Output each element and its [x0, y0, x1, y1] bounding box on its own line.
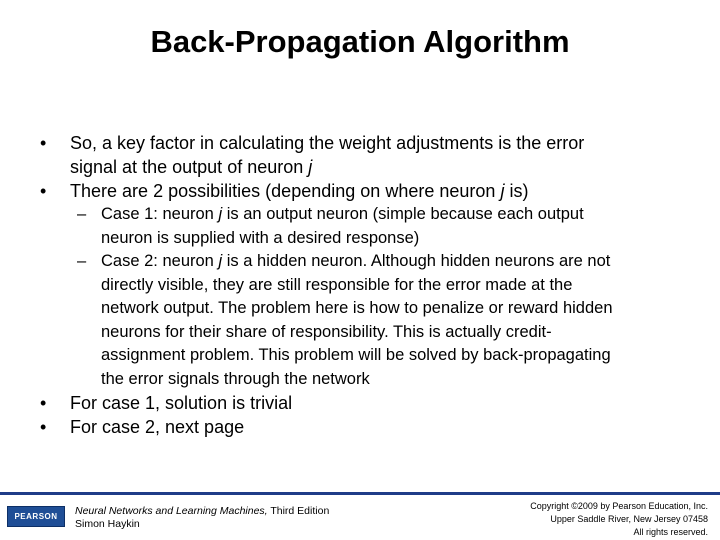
math-variable: j [308, 157, 313, 177]
slide-title: Back-Propagation Algorithm [150, 24, 570, 59]
copyright-line: Copyright ©2009 by Pearson Education, Inc. [530, 501, 708, 511]
bullet-marker: • [40, 133, 47, 153]
sub-bullet-line: neuron is supplied with a desired response) [101, 228, 420, 247]
sub-bullet-line: Case 2: neuron j is a hidden neuron. Although hidden neurons are not [101, 252, 611, 270]
math-variable: j [500, 181, 505, 201]
bullet-line: signal at the output of neuron j [70, 157, 313, 177]
sub-bullet-line: neurons for their share of responsibility. This is actually credit- [101, 322, 552, 341]
sub-bullet-marker: – [77, 205, 87, 223]
bullet-line: There are 2 possibilities (depending on where neuron j is) [70, 181, 529, 201]
bullet-marker: • [40, 393, 47, 413]
copyright-line: Upper Saddle River, New Jersey 07458 [550, 514, 708, 524]
sub-bullet-line: directly visible, they are still responsible for the error made at the [101, 275, 573, 294]
sub-bullet-marker: – [77, 252, 87, 270]
book-author: Simon Haykin [75, 518, 140, 530]
sub-bullet-line: network output. The problem here is how to penalize or reward hidden [101, 299, 613, 317]
pearson-logo: PEARSON [7, 506, 65, 527]
bullet-line: So, a key factor in calculating the weight adjustments is the error [70, 133, 585, 153]
bullet-marker: • [40, 181, 47, 201]
bullet-item [40, 131, 670, 179]
bullet-item [40, 391, 670, 415]
bullet-line: For case 2, next page [70, 417, 245, 437]
book-citation [75, 505, 329, 518]
slide-body [40, 131, 670, 439]
sub-bullet-line: assignment problem. This problem will be solved by back-propagating [101, 346, 611, 364]
bullet-line: For case 1, solution is trivial [70, 393, 293, 413]
math-variable: j [218, 252, 223, 270]
copyright-notice [530, 500, 708, 539]
bullet-item [40, 179, 670, 203]
book-info [75, 505, 329, 531]
math-variable: j [218, 205, 223, 223]
sub-bullet-line: the error signals through the network [101, 369, 370, 388]
sub-bullet-line: Case 1: neuron j is an output neuron (simple because each output [101, 205, 584, 223]
bullet-marker: • [40, 417, 47, 437]
bullet-item [40, 415, 670, 439]
copyright-line: All rights reserved. [633, 527, 708, 537]
sub-bullet-item [40, 203, 670, 250]
book-title: Neural Networks and Learning Machines, [75, 505, 268, 517]
footer-divider [0, 492, 720, 495]
book-edition: Third Edition [267, 505, 330, 517]
sub-bullet-item [40, 250, 670, 391]
